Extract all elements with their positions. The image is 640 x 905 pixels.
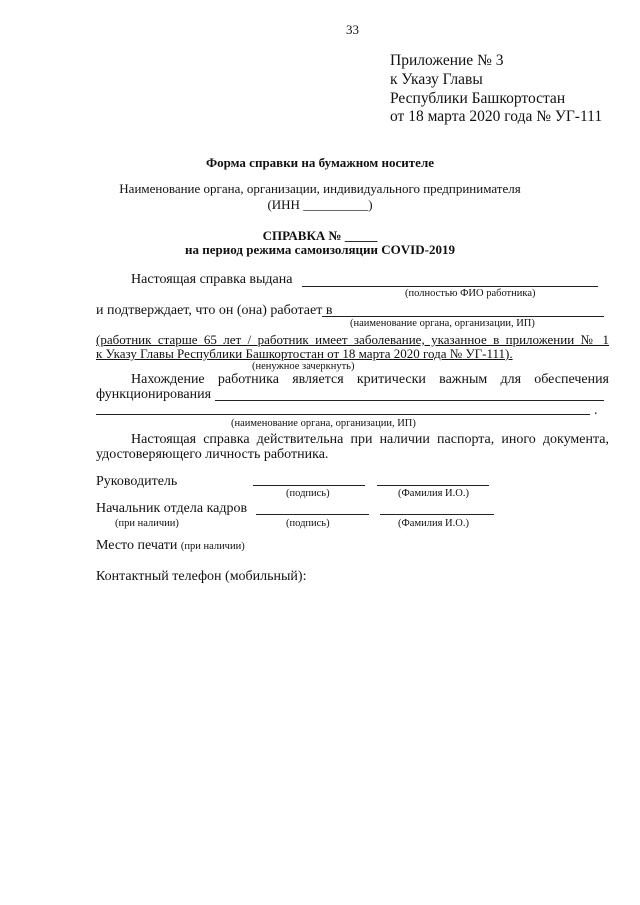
issuer-name-line: Наименование органа, организации, индивидуального предпринимателя — [119, 181, 521, 196]
hr-sublabel: (при наличии) — [115, 518, 179, 529]
head-name-line — [377, 485, 489, 486]
hr-name-caption: (Фамилия И.О.) — [398, 518, 469, 529]
critical-caption: (наименование органа, организации, ИП) — [231, 418, 416, 429]
issuer-inn-line: (ИНН __________) — [267, 197, 373, 212]
hr-name-line — [380, 514, 494, 515]
note-caption: (ненужное зачеркнуть) — [252, 361, 355, 372]
works-at-label: и подтверждает, что он (она) работает в — [96, 303, 333, 318]
page-number: 33 — [346, 22, 359, 37]
organization-field-line — [322, 316, 604, 317]
form-title: Форма справки на бумажном носителе — [205, 155, 435, 170]
certificate-title: СПРАВКА № _____ — [262, 228, 378, 243]
employee-name-field-line — [302, 286, 598, 287]
stamp-sublabel: (при наличии) — [180, 541, 245, 552]
head-name-caption: (Фамилия И.О.) — [398, 488, 469, 499]
validity-line-1: Настоящая справка действительна при наличии паспорта, иного документа, — [131, 432, 609, 447]
note-line-2: к Указу Главы Республики Башкортостан от 18 марта 2020 года № УГ-111). — [96, 346, 513, 361]
head-label: Руководитель — [96, 474, 178, 489]
function-field-line-2 — [96, 414, 590, 415]
head-signature-line — [253, 485, 365, 486]
contact-phone-label: Контактный телефон (мобильный): — [96, 569, 307, 584]
hr-signature-caption: (подпись) — [286, 518, 330, 529]
critical-line-1: Нахождение работника является критически важным для обеспечения — [131, 372, 609, 387]
validity-line-2: удостоверяющего личность работника. — [96, 447, 329, 462]
head-signature-caption: (подпись) — [286, 488, 330, 499]
critical-line-2: функционирования — [96, 387, 212, 402]
stamp-label: Место печати — [96, 538, 178, 553]
appendix-line-2: к Указу Главы — [390, 71, 483, 88]
appendix-line-3: Республики Башкортостан — [390, 90, 566, 107]
employee-name-caption: (полностью ФИО работника) — [405, 288, 536, 299]
appendix-line-4: от 18 марта 2020 года № УГ-111 — [390, 108, 603, 125]
hr-signature-line — [256, 514, 369, 515]
certificate-subtitle: на период режима самоизоляции COVID-2019 — [185, 242, 455, 257]
issued-to-label: Настоящая справка выдана — [131, 272, 293, 287]
organization-caption: (наименование органа, организации, ИП) — [350, 318, 535, 329]
critical-period: . — [594, 403, 598, 418]
appendix-line-1: Приложение № 3 — [390, 52, 504, 69]
note-line-1: (работник старше 65 лет / работник имеет заболевание, указанное в приложении № 1 — [96, 332, 609, 347]
stamp-place — [96, 538, 245, 554]
function-field-line — [215, 400, 604, 401]
hr-label: Начальник отдела кадров — [96, 501, 248, 516]
